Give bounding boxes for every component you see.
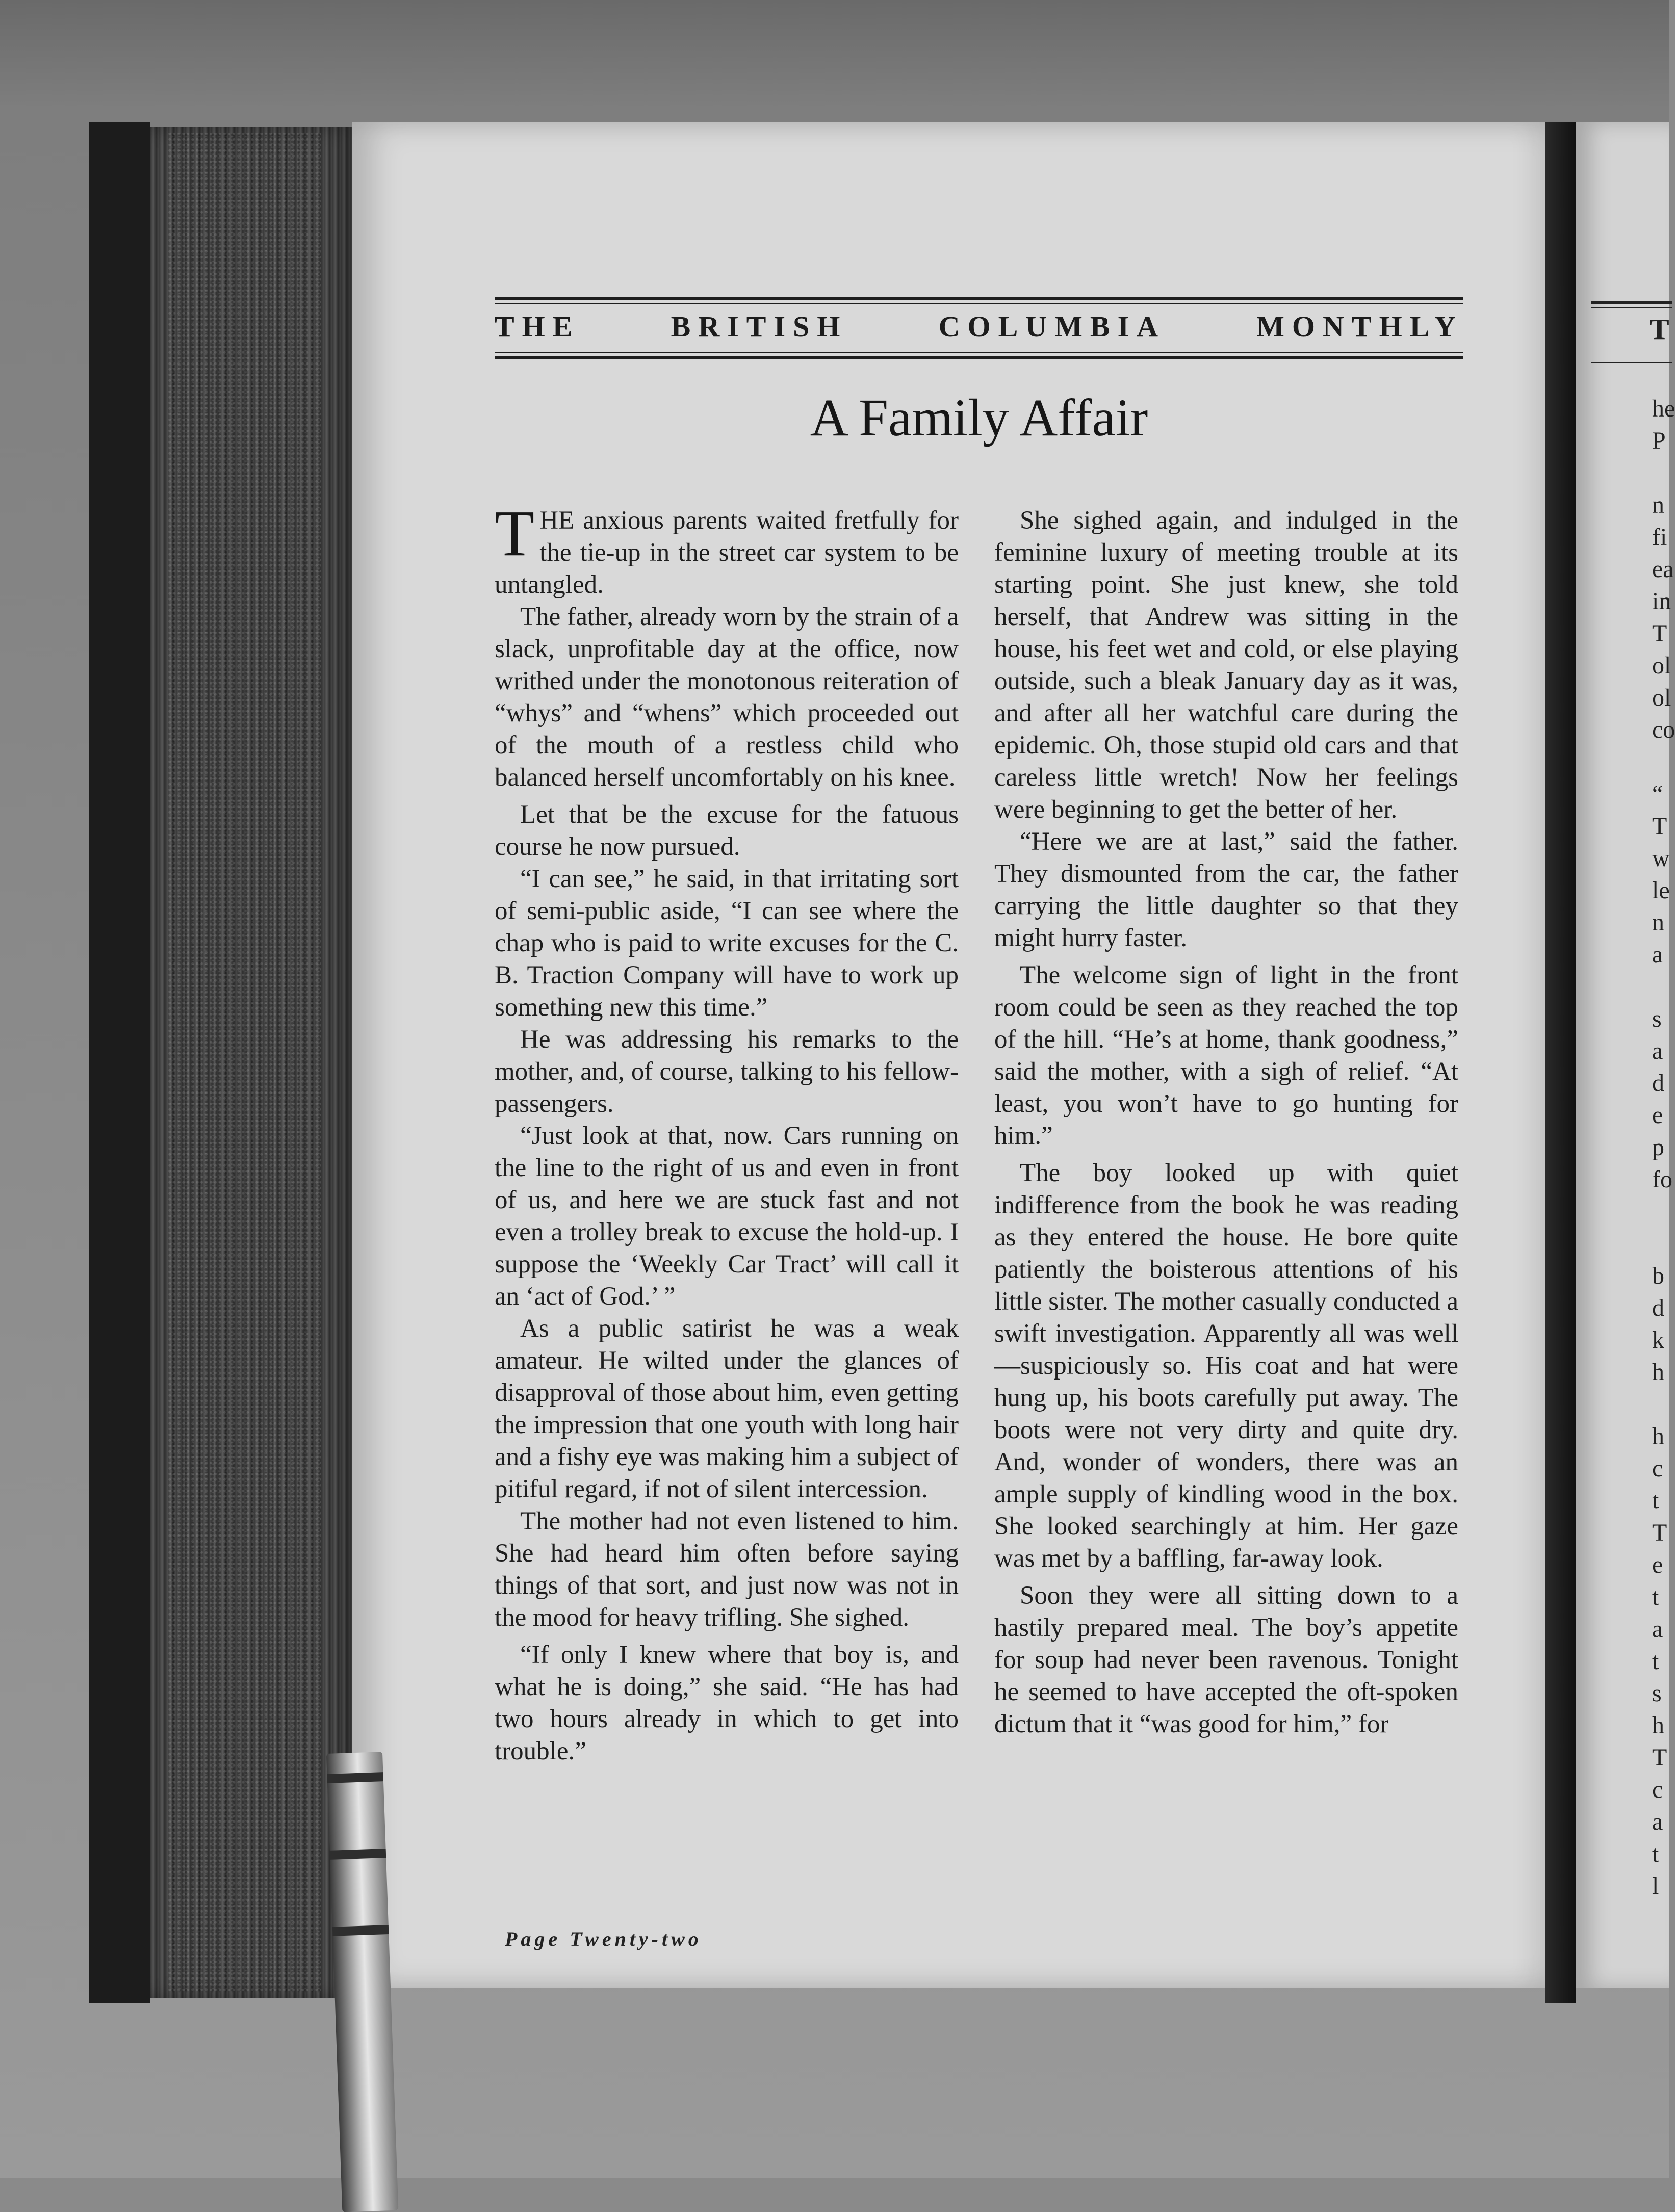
pencil-band bbox=[330, 1849, 386, 1860]
masthead-word: MONTHLY bbox=[1256, 309, 1463, 343]
page-edge-texture bbox=[168, 133, 321, 1993]
masthead-word: COLUMBIA bbox=[938, 309, 1166, 343]
article-title: A Family Affair bbox=[810, 388, 1148, 447]
facing-page-header-letter: T bbox=[1650, 313, 1669, 346]
page-number-footer: Page Twenty-two bbox=[505, 1928, 702, 1950]
masthead-rule-bottom-thin bbox=[495, 352, 1463, 353]
article-column-left bbox=[495, 497, 959, 1767]
article-paragraph: As a public satirist he was a weak amateur. He wilted under the glances of disapproval of those about him, even getting the impression that one youth with long hair and a fishy eye was making him a subject of pitiful regard, if not of silent intercession. bbox=[495, 1314, 959, 1503]
article-paragraph: The mother had not even listened to him. She had heard him often before saying things of that sort, and just now was not in the mood for heavy trifling. She sighed. bbox=[495, 1507, 959, 1632]
article-paragraph: “I can see,” he said, in that irritating sort of semi-public aside, “I can see where the chap who is paid to write excuses for the C. B. Traction Company will have to work up something new this time.” bbox=[495, 865, 959, 1022]
masthead bbox=[495, 306, 1463, 347]
paragraph-text: HE anxious parents waited fretfully for the tie-up in the street car system to be untangled. bbox=[495, 506, 959, 599]
pencil-band bbox=[332, 1925, 389, 1936]
article-paragraph: “Just look at that, now. Cars running on the line to the right of us and even in front of us, and here we are stuck fast and not even a trolley break to excuse the hold-up. I suppose the ‘Weekly Car Tract’ will call it an ‘act of God.’ ” bbox=[495, 1122, 959, 1311]
masthead-rule-top-thin bbox=[495, 303, 1463, 304]
article-paragraph: “Here we are at last,” said the father. They dismounted from the car, the father carrying the little daughter so that they might hurry faster. bbox=[994, 827, 1458, 952]
masthead-word: THE bbox=[495, 309, 580, 343]
facing-page-rule-thin bbox=[1591, 307, 1672, 308]
article-paragraph: He was addressing his remarks to the mother, and, of course, talking to his fellow-passengers. bbox=[495, 1025, 959, 1118]
book-gutter bbox=[1545, 122, 1576, 2003]
article-paragraph: The welcome sign of light in the front room could be seen as they reached the top of the hill. “He’s at home, thank goodness,” said the mother, with a sigh of relief. “At least, you won’t have to go hunting for him.” bbox=[994, 961, 1458, 1150]
article-paragraph: Let that be the excuse for the fatuous course he now pursued. bbox=[495, 800, 959, 861]
article-paragraph: She sighed again, and indulged in the feminine luxury of meeting trouble at its starting point. She just knew, she told herself, that Andrew was sitting in the house, his feet wet and cold, or else playing outside, such a bleak January day as it was, and after all her watchful care during the epidemic. Oh, those stupid old cars and that careless little wretch! Now her feelings were beginning to get the better of her. bbox=[994, 506, 1458, 824]
masthead-word: BRITISH bbox=[671, 309, 848, 343]
article-paragraph: Soon they were all sitting down to a hastily prepared meal. The boy’s appetite for soup had never been ravenous. Tonight he seemed to have accepted the oft-spoken dictum that it “was good for him,” for bbox=[994, 1581, 1458, 1738]
article-paragraph: The father, already worn by the strain of a slack, unprofitable day at the office, now writhed under the monotonous reiteration of “whys” and “whens” which proceeded out of the mouth of a restless child who balanced herself uncomfortably on his knee. bbox=[495, 603, 959, 792]
facing-page-fragment bbox=[1576, 122, 1675, 1988]
book-spine bbox=[89, 122, 150, 2003]
facing-page-rule-bottom bbox=[1591, 362, 1672, 363]
facing-page-rule-top bbox=[1591, 301, 1672, 304]
facing-page-line-starts: he P n fi ea in T ol ol co “ T w le n a s a d e p fo b d k h h c t T e t a t s h T c a t l bbox=[1652, 395, 1675, 1899]
masthead-rule-bottom bbox=[495, 356, 1463, 359]
article-paragraph: “If only I knew where that boy is, and what he is doing,” she said. “He has had two hours already in which to get into trouble.” bbox=[495, 1641, 959, 1765]
pencil-band bbox=[327, 1772, 383, 1783]
article-paragraph: The boy looked up with quiet indifference from the book he was reading as they entered the house. He bore quite patiently the boisterous attentions of his little sister. The mother casually conducted a swift investigation. Apparently all was well—suspiciously so. His coat and hat were hung up, his boots carefully put away. The boots were not very dirty and quite dry. And, wonder of wonders, there was an ample supply of kindling wood in the box. She looked searchingly at him. Her gaze was met by a baffling, far-away look. bbox=[994, 1159, 1458, 1573]
drop-cap: T bbox=[495, 497, 535, 569]
article-column-right bbox=[994, 505, 1458, 1740]
article-paragraph bbox=[495, 497, 959, 601]
masthead-rule-top bbox=[495, 297, 1463, 300]
